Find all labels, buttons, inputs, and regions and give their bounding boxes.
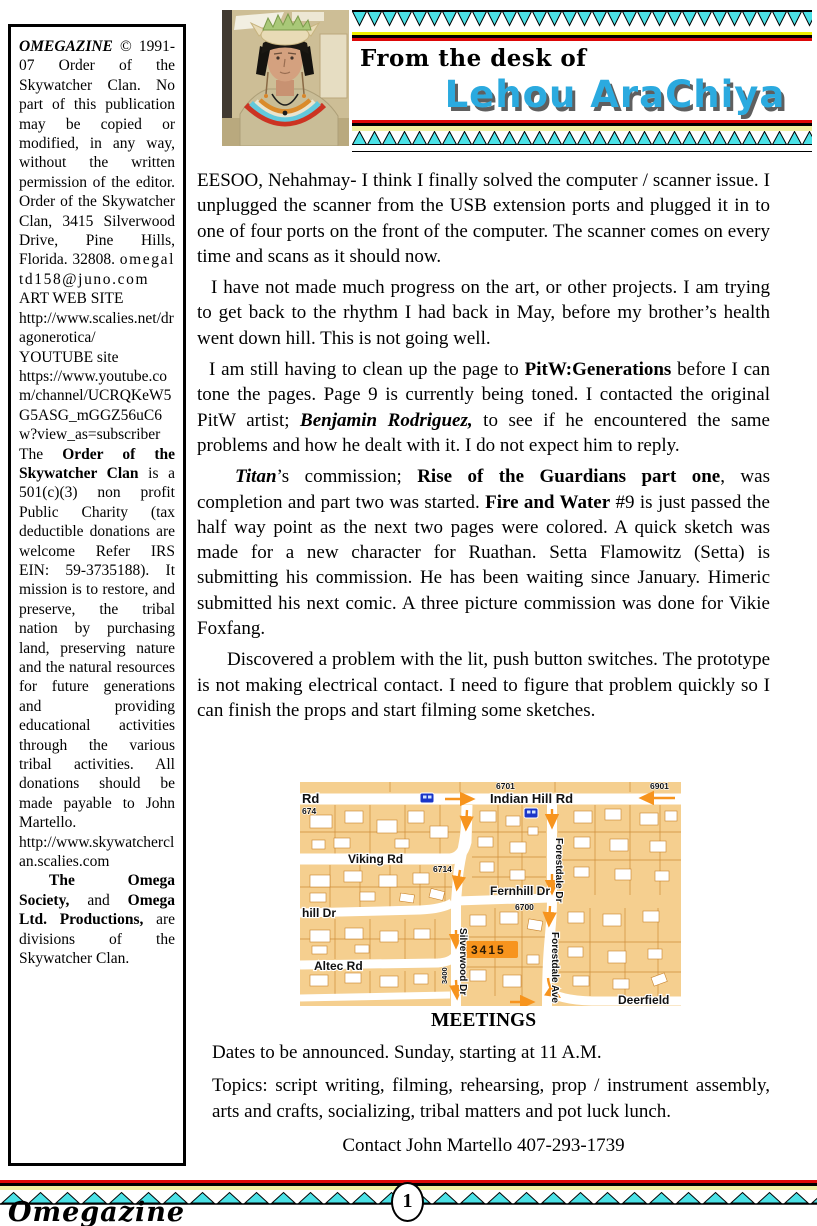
article-paragraph: Discovered a problem with the lit, push button switches. The prototype is not making electrical contact. I need to figure that problem quickly so I can finish the props and start filming some sketches. xyxy=(197,649,770,721)
article-paragraph: I have not made much progress on the art, or other projects. I am trying to get back to the rhythm I had back in May, before my brother’s health went down hill. This is not going well. xyxy=(197,277,770,349)
street-label-deerfield: Deerfield xyxy=(618,993,670,1006)
clan-website-url: http://www.skywatcherclan.scalies.com xyxy=(19,833,175,871)
address-number-6714: 6714 xyxy=(433,864,452,874)
triangle-border-bottom xyxy=(352,131,812,146)
street-label-altec: Altec Rd xyxy=(314,959,363,973)
bus-stop-icon xyxy=(420,793,434,803)
article-paragraph: EESOO, Nehahmay- I think I finally solved the computer / scanner issue. I unplugged the scanner from the USB extension ports and plugged it in to one of four ports on the front of the computer. The scanner comes on every time and scans as it should now. xyxy=(197,170,770,267)
street-label-rd: Rd xyxy=(302,791,320,806)
omegazine-logo: Omegazine xyxy=(8,1197,186,1226)
address-number-3400: 3400 xyxy=(440,967,449,984)
charity-text: The Order of the Skywatcher Clan is a 501(c)(3) non profit Public Charity (tax deductible donations are welcome Refer IRS EIN: 59-3735188). It mission is to restore, and preserve, the tribal nation by purchasing land, preserving nature and the natural resources for future generations and providing educational activities through the various tribal activities. All donations should be made payable to John Martello. xyxy=(19,445,175,832)
art-website-heading: ART WEB SITE xyxy=(19,290,124,308)
triangle-border-top xyxy=(352,11,812,27)
street-label-forestdale-dr: Forestdale Dr xyxy=(553,838,564,903)
masthead-banner xyxy=(352,10,812,146)
article-body xyxy=(197,168,770,729)
street-label-indian-hill: Indian Hill Rd xyxy=(490,791,574,806)
street-label-hill-dr: hill Dr xyxy=(302,906,337,920)
article-paragraph: I am still having to clean up the page to PitW:Generations before I can tone the pages. Page 9 is currently being toned. I contacted the original PitW artist; Benjamin Rodriguez, to see if he encountered the same problems and how he dealt with it. I do not expect him to reply. xyxy=(197,359,770,456)
street-label-fernhill: Fernhill Dr xyxy=(490,884,551,898)
address-number-6901: 6901 xyxy=(650,782,669,791)
address-number-6700: 6700 xyxy=(515,902,534,912)
page-footer xyxy=(0,1180,817,1226)
bus-stop-icon xyxy=(524,808,538,818)
street-label-silverwood: Silverwood Dr xyxy=(457,928,468,996)
editor-portrait-photo xyxy=(222,10,349,146)
street-map xyxy=(300,782,681,1006)
banner-content xyxy=(352,41,812,120)
from-desk-label: From the desk of xyxy=(360,45,587,72)
meetings-heading: MEETINGS xyxy=(430,1010,537,1031)
address-number-674: 674 xyxy=(302,806,317,816)
page-number-badge: 1 xyxy=(391,1182,424,1222)
address-number-3415: 3415 xyxy=(471,943,506,957)
meetings-contact: Contact John Martello 407-293-1739 xyxy=(342,1135,625,1156)
copyright-text: OMEGAZINE © 1991-07 Order of the Skywatcher Clan. No part of this publication may be copied or modified, in any way, without the written permission of the editor. Order of the Skywatcher Clan, 3415 Silverwood Drive, Pine Hills, Florida. 32808. omegaltd158@juno.com xyxy=(19,38,175,288)
address-number-6701: 6701 xyxy=(496,782,515,791)
street-label-viking: Viking Rd xyxy=(348,852,404,866)
art-website-url: http://www.scalies.net/dragonerotica/ xyxy=(19,309,174,347)
article-paragraph: Titan’s commission; Rise of the Guardians part one, was completion and part two was started. Fire and Water #9 is just passed the half way point as the next two pages were colored. A quick sketch was made for a new character for Ruathan. Setta Flamowitz (Setta) is submitting his commission. He has been waiting since January. Himeric submitted his next comic. A three picture commission was done for Vikie Foxfang. xyxy=(197,466,770,640)
street-label-forestdale-ave: Forestdale Ave xyxy=(549,932,560,1003)
editor-name: Lehou AraChiya xyxy=(444,73,786,116)
banner-bottom-hairline xyxy=(352,151,812,152)
sidebar-info-box xyxy=(8,24,186,1166)
meetings-dates: Dates to be announced. Sunday, starting at 11 A.M. xyxy=(212,1041,602,1063)
meetings-section xyxy=(197,1008,770,1159)
divisions-text: The Omega Society, and Omega Ltd. Productions, are divisions of the Skywatcher Clan. xyxy=(19,872,175,968)
youtube-heading: YOUTUBE site xyxy=(19,348,119,366)
youtube-url: https://www.youtube.com/channel/UCRQKeW5G5ASG_mGGZ56uC6w?view_as=subscriber xyxy=(19,367,172,444)
meetings-topics: Topics: script writing, filming, rehearsing, prop / instrument assembly, arts and crafts, socializing, tribal matters and pot luck lunch. xyxy=(212,1075,770,1122)
